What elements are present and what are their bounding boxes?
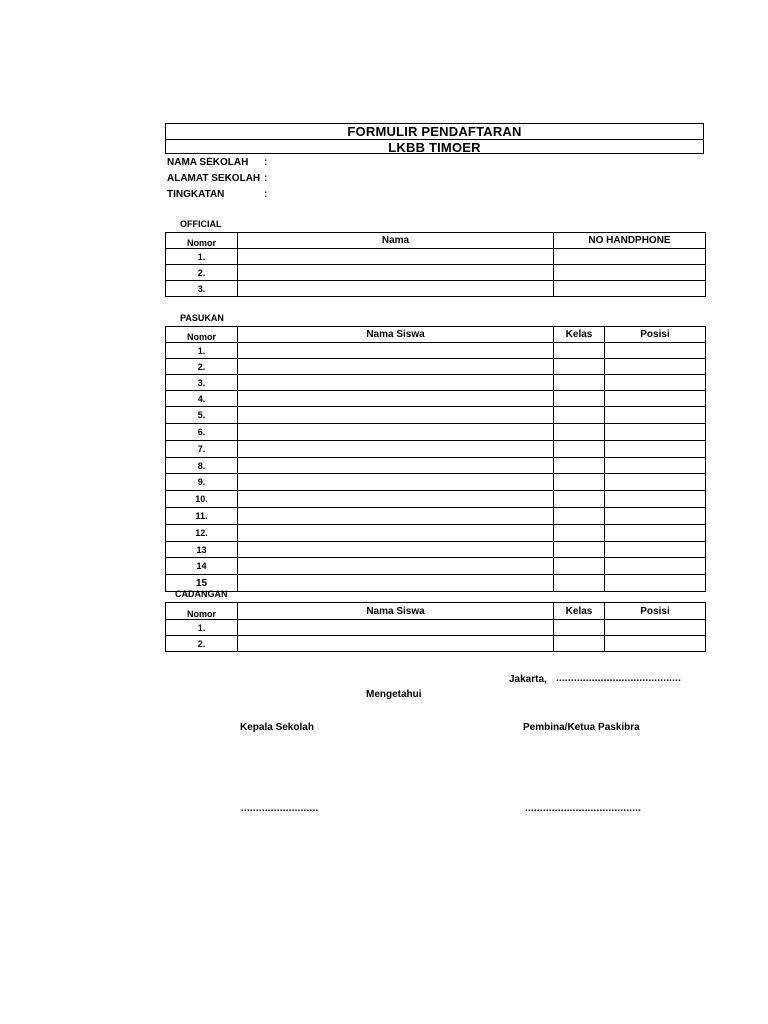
pasukan-cell[interactable] <box>554 343 605 359</box>
pasukan-cell[interactable] <box>605 359 706 375</box>
official-header-nomor: Nomor <box>166 233 238 249</box>
pasukan-row-number: 9. <box>166 474 238 491</box>
pasukan-cell[interactable] <box>238 441 554 458</box>
official-row-number: 1. <box>166 249 238 265</box>
pasukan-row <box>166 424 706 441</box>
pasukan-row-number: 6. <box>166 424 238 441</box>
pasukan-cell[interactable] <box>605 375 706 391</box>
pasukan-cell[interactable] <box>238 359 554 375</box>
pasukan-cell[interactable] <box>238 575 554 592</box>
cadangan-header-nomor: Nomor <box>166 603 238 620</box>
pasukan-cell[interactable] <box>605 525 706 542</box>
cadangan-cell[interactable] <box>238 636 554 652</box>
pasukan-row <box>166 391 706 407</box>
pasukan-cell[interactable] <box>554 441 605 458</box>
pasukan-cell[interactable] <box>238 391 554 407</box>
pasukan-row-number: 2. <box>166 359 238 375</box>
official-cell[interactable] <box>238 265 554 281</box>
pasukan-cell[interactable] <box>554 458 605 474</box>
cadangan-header-posisi: Posisi <box>605 603 706 620</box>
official-table <box>165 232 706 297</box>
cadangan-cell[interactable] <box>605 636 706 652</box>
principal-title: Kepala Sekolah <box>240 722 314 733</box>
pasukan-row <box>166 343 706 359</box>
pasukan-cell[interactable] <box>238 508 554 525</box>
official-header-nama: Nama <box>238 233 554 249</box>
mengetahui-label: Mengetahui <box>366 689 422 700</box>
pasukan-cell[interactable] <box>238 558 554 575</box>
pasukan-row <box>166 558 706 575</box>
pasukan-cell[interactable] <box>605 575 706 592</box>
pasukan-cell[interactable] <box>554 558 605 575</box>
pasukan-cell[interactable] <box>554 407 605 424</box>
pasukan-row <box>166 474 706 491</box>
cadangan-row <box>166 636 706 652</box>
pasukan-cell[interactable] <box>554 391 605 407</box>
pasukan-cell[interactable] <box>238 424 554 441</box>
cadangan-header-nama: Nama Siswa <box>238 603 554 620</box>
official-cell[interactable] <box>554 249 706 265</box>
official-section-label: OFFICIAL <box>180 219 222 229</box>
pasukan-row-number: 5. <box>166 407 238 424</box>
pasukan-row-number: 15 <box>166 575 238 592</box>
pasukan-cell[interactable] <box>605 474 706 491</box>
pasukan-row-number: 12. <box>166 525 238 542</box>
official-cell[interactable] <box>238 281 554 297</box>
pasukan-row <box>166 575 706 592</box>
pasukan-row-number: 1. <box>166 343 238 359</box>
pasukan-cell[interactable] <box>238 343 554 359</box>
pasukan-row-number: 11. <box>166 508 238 525</box>
school-name-colon: : <box>264 157 268 168</box>
pasukan-cell[interactable] <box>605 343 706 359</box>
pasukan-section-label: PASUKAN <box>180 313 224 323</box>
pasukan-header-posisi: Posisi <box>605 327 706 343</box>
cadangan-cell[interactable] <box>605 620 706 636</box>
pasukan-row <box>166 407 706 424</box>
pasukan-header-kelas: Kelas <box>554 327 605 343</box>
pasukan-cell[interactable] <box>238 375 554 391</box>
official-cell[interactable] <box>554 281 706 297</box>
pasukan-row <box>166 491 706 508</box>
official-cell[interactable] <box>554 265 706 281</box>
pasukan-cell[interactable] <box>554 575 605 592</box>
pasukan-cell[interactable] <box>554 359 605 375</box>
cadangan-table <box>165 602 706 652</box>
pasukan-cell[interactable] <box>238 542 554 558</box>
official-row-number: 2. <box>166 265 238 281</box>
school-address-colon: : <box>264 173 268 184</box>
cadangan-header-kelas: Kelas <box>554 603 605 620</box>
form-subtitle: LKBB TIMOER <box>166 139 703 154</box>
pasukan-header-nama: Nama Siswa <box>238 327 554 343</box>
pasukan-row <box>166 458 706 474</box>
level-colon: : <box>264 189 268 200</box>
pasukan-row <box>166 441 706 458</box>
pasukan-cell[interactable] <box>605 391 706 407</box>
pasukan-cell[interactable] <box>554 474 605 491</box>
pasukan-cell[interactable] <box>605 508 706 525</box>
pasukan-row-number: 10. <box>166 491 238 508</box>
pasukan-table <box>165 326 706 592</box>
official-row <box>166 249 706 265</box>
pasukan-row-number: 4. <box>166 391 238 407</box>
pasukan-cell[interactable] <box>605 558 706 575</box>
pasukan-cell[interactable] <box>554 375 605 391</box>
cadangan-cell[interactable] <box>554 636 605 652</box>
pasukan-cell[interactable] <box>605 458 706 474</box>
cadangan-row-number: 1. <box>166 620 238 636</box>
official-cell[interactable] <box>238 249 554 265</box>
pasukan-cell[interactable] <box>238 491 554 508</box>
official-row <box>166 281 706 297</box>
pasukan-cell[interactable] <box>554 491 605 508</box>
level-label: TINGKATAN <box>167 189 225 200</box>
coach-title: Pembina/Ketua Paskibra <box>523 722 640 733</box>
date-dots: .......................................... <box>556 673 682 684</box>
pasukan-row <box>166 359 706 375</box>
pasukan-row-number: 14 <box>166 558 238 575</box>
pasukan-cell[interactable] <box>605 491 706 508</box>
pasukan-cell[interactable] <box>605 407 706 424</box>
cadangan-cell[interactable] <box>554 620 605 636</box>
official-row <box>166 265 706 281</box>
pasukan-cell[interactable] <box>238 407 554 424</box>
pasukan-row-number: 13 <box>166 542 238 558</box>
pasukan-row-number: 3. <box>166 375 238 391</box>
pasukan-row <box>166 375 706 391</box>
pasukan-cell[interactable] <box>554 508 605 525</box>
pasukan-cell[interactable] <box>238 525 554 542</box>
pasukan-row-number: 8. <box>166 458 238 474</box>
cadangan-row-number: 2. <box>166 636 238 652</box>
coach-signature-dots: ....................................... <box>525 803 642 814</box>
cadangan-section-label: CADANGAN <box>175 589 228 599</box>
form-title-box <box>165 123 704 154</box>
pasukan-cell[interactable] <box>605 424 706 441</box>
pasukan-cell[interactable] <box>554 424 605 441</box>
cadangan-row <box>166 620 706 636</box>
school-address-label: ALAMAT SEKOLAH <box>167 173 261 184</box>
principal-signature-dots: .......................... <box>241 803 319 814</box>
form-title: FORMULIR PENDAFTARAN <box>347 124 522 139</box>
pasukan-cell[interactable] <box>238 458 554 474</box>
pasukan-cell[interactable] <box>605 441 706 458</box>
place-label: Jakarta, <box>509 674 547 685</box>
school-name-label: NAMA SEKOLAH <box>167 157 249 168</box>
pasukan-cell[interactable] <box>238 474 554 491</box>
pasukan-cell[interactable] <box>554 542 605 558</box>
pasukan-row <box>166 525 706 542</box>
pasukan-row <box>166 542 706 558</box>
pasukan-row-number: 7. <box>166 441 238 458</box>
pasukan-header-nomor: Nomor <box>166 327 238 343</box>
cadangan-cell[interactable] <box>238 620 554 636</box>
pasukan-row <box>166 508 706 525</box>
pasukan-cell[interactable] <box>605 542 706 558</box>
official-row-number: 3. <box>166 281 238 297</box>
pasukan-cell[interactable] <box>554 525 605 542</box>
official-header-phone: NO HANDPHONE <box>554 233 706 249</box>
